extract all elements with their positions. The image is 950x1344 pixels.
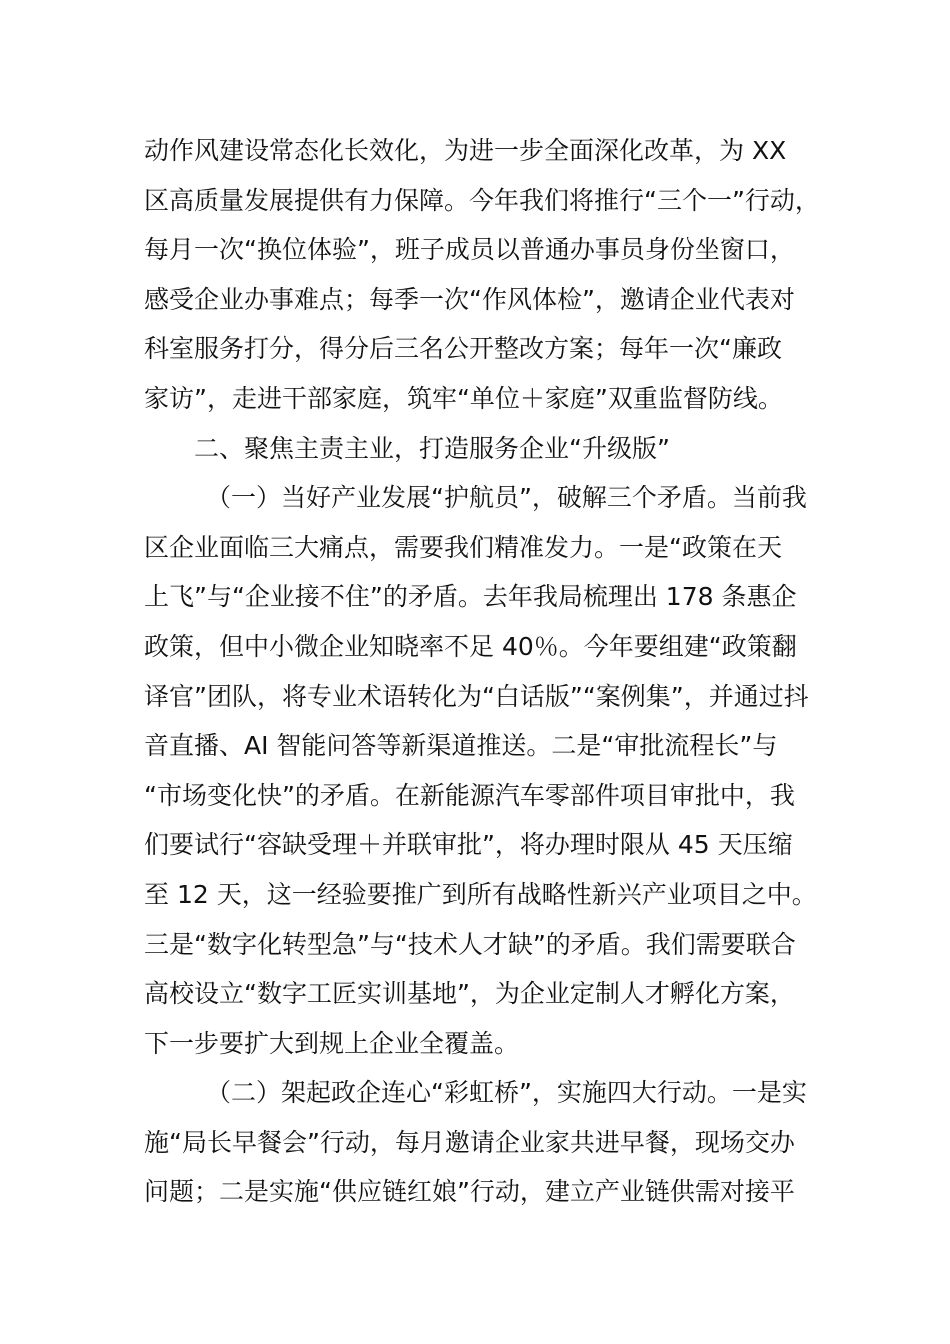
text-line: 音直播、AI 智能问答等新渠道推送。二是“审批流程长”与 xyxy=(144,731,778,761)
text-line: 高校设立“数字工匠实训基地”，为企业定制人才孵化方案， xyxy=(144,979,795,1009)
text-line: 下一步要扩大到规上企业全覆盖。 xyxy=(144,1028,520,1058)
text-line: 区高质量发展提供有力保障。今年我们将推行“三个一”行动， xyxy=(144,185,820,215)
text-line: 动作风建设常态化长效化，为进一步全面深化改革，为 XX xyxy=(144,136,787,165)
subsection-heading: （一）当好产业发展“护航员”，破解三个矛盾。当前我 xyxy=(206,483,807,513)
text-line: 家访”，走进干部家庭，筑牢“单位＋家庭”双重监督防线。 xyxy=(144,383,783,413)
text-line: 感受企业办事难点；每季一次“作风体检”，邀请企业代表对 xyxy=(144,284,795,314)
subsection-heading: （二）架起政企连心“彩虹桥”，实施四大行动。一是实 xyxy=(206,1078,807,1108)
text-line: 政策，但中小微企业知晓率不足 40％。今年要组建“政策翻 xyxy=(144,631,797,661)
text-line: 区企业面临三大痛点，需要我们精准发力。一是“政策在天 xyxy=(144,532,782,562)
text-line: 至 12 天，这一经验要推广到所有战略性新兴产业项目之中。 xyxy=(144,879,817,909)
section-heading: 二、聚焦主责主业，打造服务企业“升级版” xyxy=(194,433,670,463)
body-text xyxy=(144,126,834,1217)
text-line: 三是“数字化转型急”与“技术人才缺”的矛盾。我们需要联合 xyxy=(144,929,796,959)
text-line: 们要试行“容缺受理＋并联审批”，将办理时限从 45 天压缩 xyxy=(144,830,793,860)
text-line: 施“局长早餐会”行动，每月邀请企业家共进早餐，现场交办 xyxy=(144,1127,795,1157)
text-line: 问题；二是实施“供应链红娘”行动，建立产业链供需对接平 xyxy=(144,1177,795,1207)
text-line: 上飞”与“企业接不住”的矛盾。去年我局梳理出 178 条惠企 xyxy=(144,582,797,612)
text-line: 每月一次“换位体验”，班子成员以普通办事员身份坐窗口， xyxy=(144,235,795,265)
text-line: 科室服务打分，得分后三名公开整改方案；每年一次“廉政 xyxy=(144,334,782,364)
text-line: “市场变化快”的矛盾。在新能源汽车零部件项目审批中，我 xyxy=(144,780,795,810)
text-line: 译官”团队，将专业术语转化为“白话版”“案例集”，并通过抖 xyxy=(144,681,809,711)
